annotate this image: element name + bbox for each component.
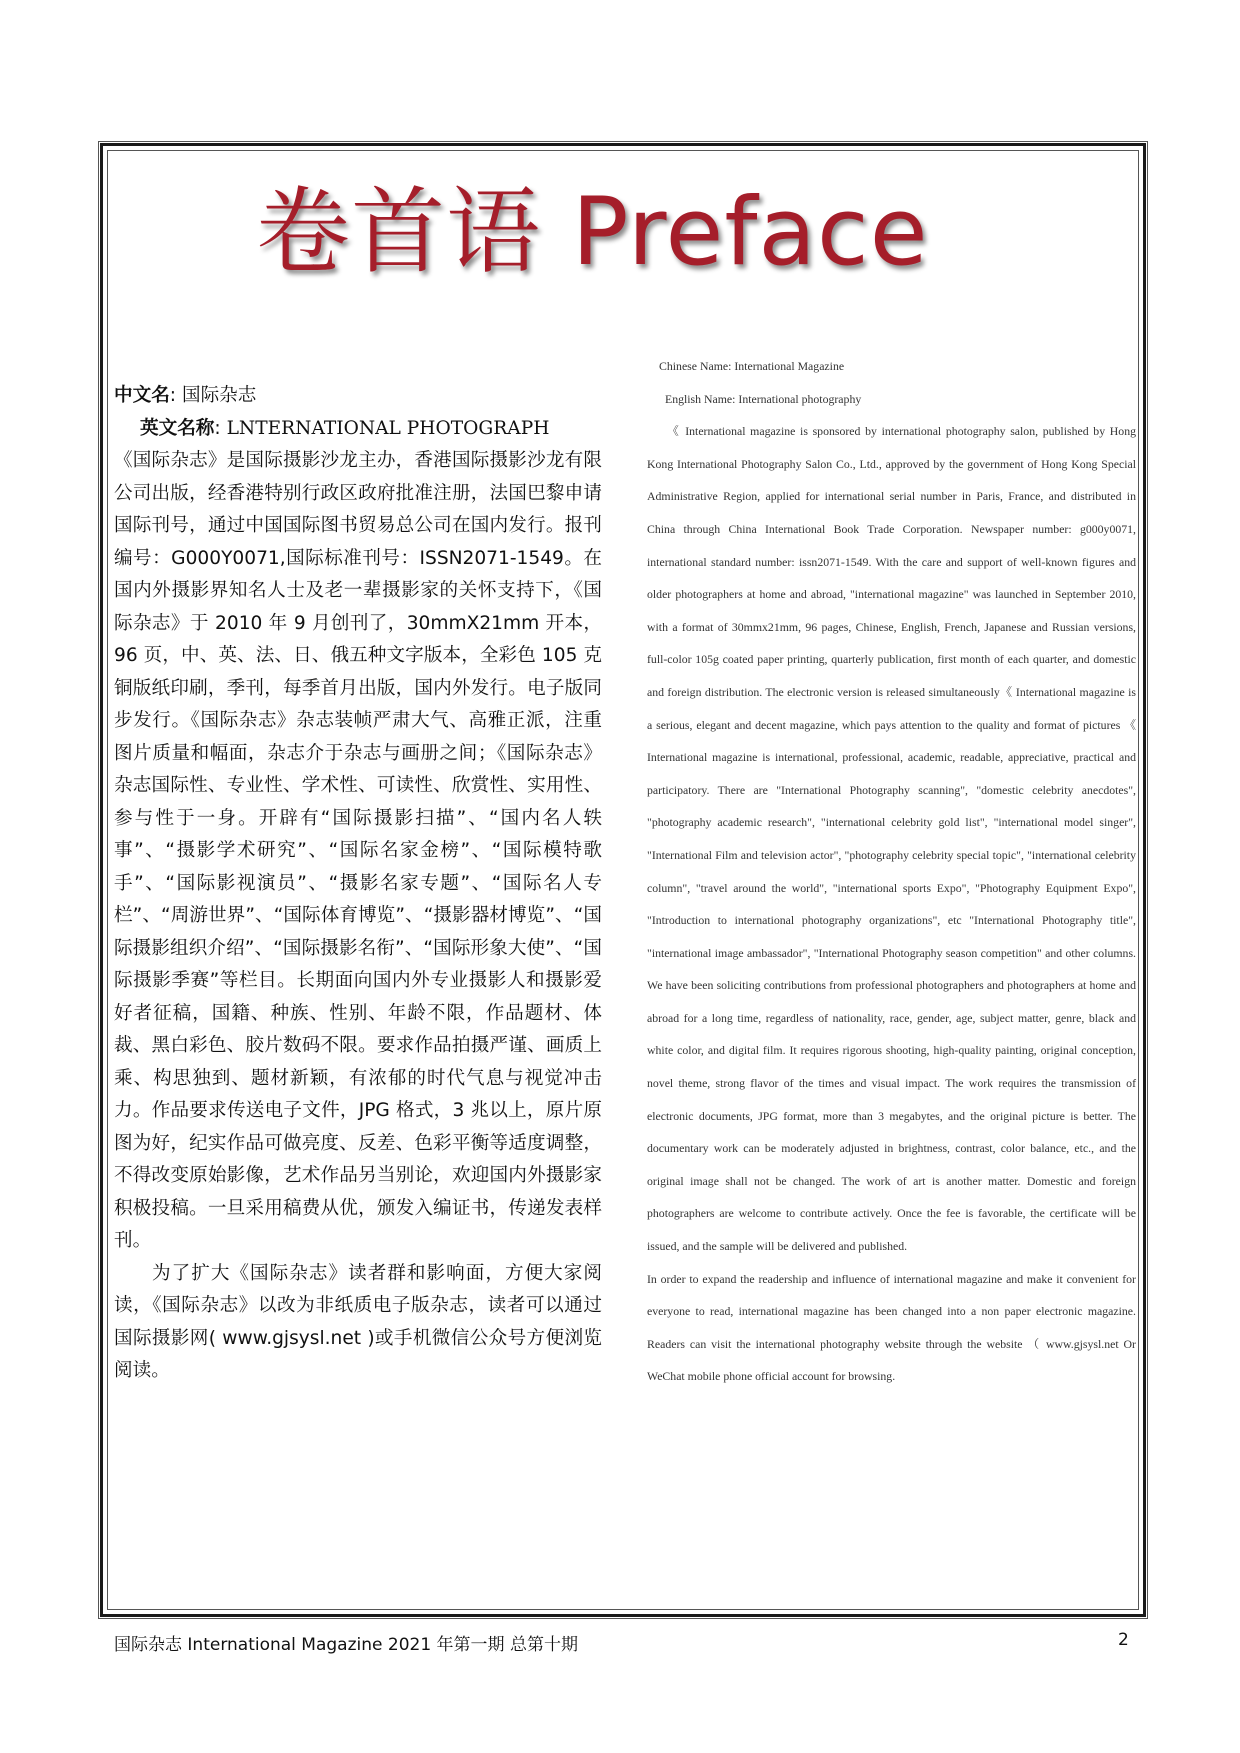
english-paragraph-1: 《 International magazine is sponsored by international photography salon, published by Hong Kong International Photography Salon Co., Ltd., approved by the government of Hong Kong Special Administrative Region, applied for international serial number in Paris, France, and distributed in China through China International Book Trade Corporation. Newspaper number: g000y0071, international standard number: issn2071-1549. With the care and support of well-known figures and older photographers at home and abroad, "international magazine" was launched in September 2010, with a format of 30mmx21mm, 96 pages, Chinese, English, French, Japanese and Russian versions, full-color 105g coated paper printing, quarterly publication, first month of each quarter, and domestic and foreign distribution. The electronic version is released simultaneously《 International magazine is a serious, elegant and decent magazine, which pays attention to the quality and format of pictures 《 International magazine is international, professional, academic, readable, appreciative, practical and participatory. There are "International Photography scanning", "domestic celebrity anecdotes", "photography academic research", "international celebrity gold list", "international model singer", "International Film and television actor", "photography celebrity special topic", "international celebrity column", "travel around the world", "international sports Expo", "Photography Equipment Expo", "Introduction to international photography organizations", etc "International Photography title", "international image ambassador", "International Photography season competition" and other columns. We have been soliciting contributions from professional photographers and photographers at home and abroad for a long time, regardless of nationality, race, gender, age, subject matter, genre, black and white color, and digital film. It requires rigorous shooting, high-quality painting, original conception, novel theme, strong flavor of the times and visual impact. The work requires the transmission of electronic documents, JPG format, more than 3 megabytes, and the original picture is better. The documentary work can be moderately adjusted in brightness, contrast, color balance, etc., and the original image shall not be changed. The work of art is another matter. Domestic and foreign photographers are welcome to contribute actively. Once the fee is favorable, the certificate will be issued, and the sample will be delivered and published. (647, 424, 1136, 1254)
footer-issue-text: 国际杂志 International Magazine 2021 年第一期 总第十期 (114, 1635, 578, 1655)
chinese-paragraph-2: 为了扩大《国际杂志》读者群和影响面，方便大家阅读，《国际杂志》以改为非纸质电子版杂志，读者可以通过国际摄影网( www.gjsysl.net )或手机微信公众号方便浏览阅读。 (114, 1262, 602, 1381)
english-name-value: LNTERNATIONAL PHOTOGRAPH (226, 417, 550, 439)
english-name-line: 英文名称: LNTERNATIONAL PHOTOGRAPH (140, 417, 550, 439)
english-name-label: 英文名称 (140, 417, 215, 439)
page-number: 2 (1118, 1630, 1129, 1650)
english-line-english-name: English Name: International photography (665, 391, 862, 406)
chinese-name-value: 国际杂志 (181, 385, 257, 406)
english-line-chinese-name: Chinese Name: International Magazine (659, 359, 845, 373)
english-column (647, 350, 1136, 1393)
page-title: 卷首语 Preface (256, 178, 929, 287)
chinese-name-label: 中文名 (114, 385, 170, 406)
chinese-paragraph-1: 《国际杂志》是国际摄影沙龙主办，香港国际摄影沙龙有限公司出版，经香港特别行政区政府批准注册，法国巴黎申请国际刊号，通过中国国际图书贸易总公司在国内发行。报刊编号：G000Y0071,国际标准刊号：ISSN2071-1549。在国内外摄影界知名人士及老一辈摄影家的关怀支持下，《国际杂志》于 2010 年 9 月创刊了，30mmX21mm 开本，96 页，中、英、法、日、俄五种文字版本，全彩色 105 克铜版纸印刷，季刊，每季首月出版，国内外发行。电子版同步发行。《国际杂志》杂志装帧严肃大气、高雅正派，注重图片质量和幅面，杂志介于杂志与画册之间；《国际杂志》杂志国际性、专业性、学术性、可读性、欣赏性、实用性、参与性于一身。开辟有“国际摄影扫描”、“国内名人轶事”、“摄影学术研究”、“国际名家金榜”、“国际模特歌手”、“国际影视演员”、“摄影名家专题”、“国际名人专栏”、“周游世界”、“国际体育博览”、“摄影器材博览”、“国际摄影组织介绍”、“国际摄影名衔”、“国际形象大使”、“国际摄影季赛”等栏目。长期面向国内外专业摄影人和摄影爱好者征稿，国籍、种族、性别、年龄不限，作品题材、体裁、黑白彩色、胶片数码不限。要求作品拍摄严谨、画质上乘、构思独到、题材新颖，有浓郁的时代气息与视觉冲击力。作品要求传送电子文件，JPG 格式，3 兆以上，原片原图为好，纪实作品可做亮度、反差、色彩平衡等适度调整，不得改变原始影像，艺术作品另当别论，欢迎国内外摄影家积极投稿。一旦采用稿费从优，颁发入编证书，传递发表样刊。 (114, 450, 602, 1251)
chinese-column (114, 380, 602, 1388)
english-paragraph-2: In order to expand the readership and influence of international magazine and make it convenient for everyone to read, international magazine has been changed into a non paper electronic magazine. Readers can visit the international photography website through the website （ www.gjsysl.net Or WeChat mobile phone official account for browsing. (647, 1271, 1136, 1384)
chinese-name-line: 中文名: 国际杂志 (114, 385, 257, 406)
